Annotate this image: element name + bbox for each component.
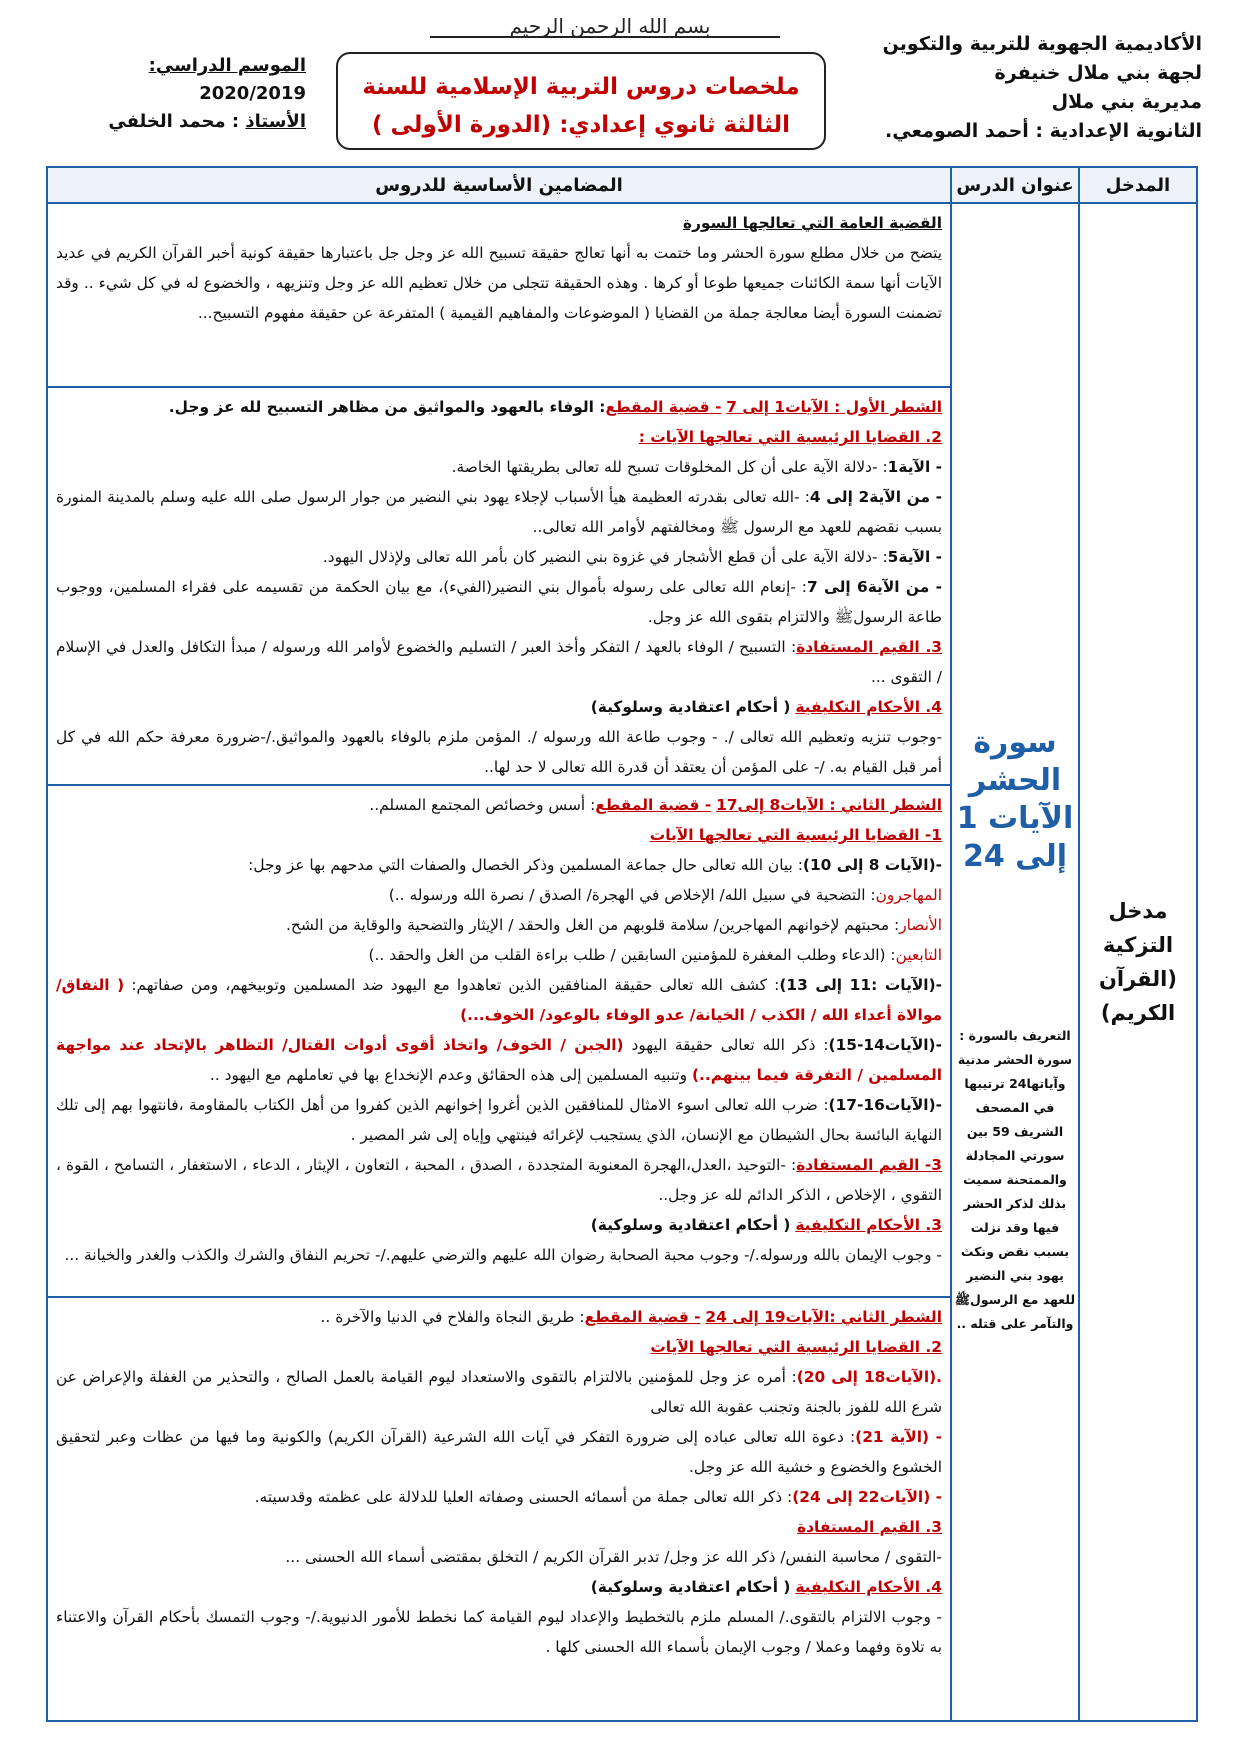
part1-rulings-text: -وجوب تنزيه وتعظيم الله تعالى /. - وجوب طاعة الله ورسوله /. المؤمن ملزم بالوفاء بالعهود والمواثيق./-ضرورة معرفة حكم الله في كل أمر قبل القيام به. /- على المؤمن أن يعتقد أن قدرة الله تعالى لا حد لها.. — [56, 728, 942, 776]
part2-values-text: : -التوحيد ،العدل،الهجرة المعنوية المتجددة ، الصدق ، المحبة ، التعاون ، الإيثار ، الدعاء ، الاستغفار ، التسامح ، القوة ، التقوي ، الإخلاص ، الذكر الدائم لله عز وجل.. — [56, 1156, 942, 1204]
part1-v6-text: : -إنعام الله تعالى على رسوله بأموال بني النضير(الفيء)، مع بيان الحكمة من تقسيمه على فقراء المسلمين، ووجوب طاعة الرسولﷺ والالتزام بتقوى الله عز وجل. — [56, 578, 942, 626]
part2-values-label: 3- القيم المستفادة — [796, 1156, 943, 1174]
general-heading: القضية العامة التي تعالجها السورة — [682, 214, 942, 232]
lesson-title: سورة الحشر الآيات 1 إلى 24 — [956, 725, 1074, 874]
institution-line: مديرية بني ملال — [1051, 91, 1202, 113]
part2-issue-label: - قضية المقطع — [595, 796, 712, 814]
part2-v14-label: -(الآيات14-15) — [828, 1036, 942, 1054]
part1-v5-text: : -دلالة الآية على أن قطع الأشجار في غزوة بني النضير كان بأمر الله تعالى ولإذلال اليهود. — [322, 548, 888, 566]
season-teacher-block — [66, 52, 306, 136]
part3-rulings-label: 4. الأحكام التكليفية — [795, 1578, 942, 1596]
teacher-line — [66, 108, 306, 136]
part2-v11-red: ( النفاق/ موالاة أعداء الله / الكذب / الخيانة/ عدو الوفاء بالوعود/ الخوف...) — [56, 976, 942, 1024]
part3-v22-label: - (الآيات22 إلى 24) — [792, 1488, 942, 1506]
column-header-content: المضامين الأساسية للدروس — [47, 167, 951, 203]
part1-v1-text: : -دلالة الآية على أن كل المخلوقات تسبح لله تعالى بطريقتها الخاصة. — [451, 458, 888, 476]
document-title-line2: الثالثة ثانوي إعدادي: (الدورة الأولى ) — [372, 112, 790, 138]
part2-v11-label: -(الآيات :11 إلى 13) — [779, 976, 943, 994]
part2-issues-heading: 1- القضايا الرئيسية التي تعالجها الآيات — [649, 826, 942, 844]
part3-v18-text: : أمره عز وجل للمؤمنين بالالتزام بالتقوى والاستعداد ليوم القيامة بالعمل الصالح ، والتحذير من الغفلة والإعراض عن شرع الله للفوز بالجنة وتجنب عقوبة الله تعالى — [56, 1368, 942, 1416]
part1-values-label: 3. القيم المستفادة — [796, 638, 943, 656]
tabiun-label: التابعين — [895, 946, 942, 964]
part2-v16-text: : ضرب الله تعالى اسوء الامثال للمنافقين الذين أغروا إخوانهم الذين كفروا من أهل الكتاب بالمقاومة ،فانتهوا بهم إلى تلك النهاية البائسة بحال الشيطان مع الإنسان، الذي يستجيب لإغرائه فينتهي وإياه إلى شر المصير . — [56, 1096, 942, 1144]
ansar-label: الأنصار — [899, 916, 942, 934]
column-header-entry: المدخل — [1079, 167, 1197, 203]
part3-v18-label: .(الآيات18 إلى 20) — [796, 1368, 942, 1386]
part3-v21-text: : دعوة الله تعالى عباده إلى ضرورة التفكر في آيات الله الشرعية (القرآن الكريم) والكونية وما فيها من عظات وعبر لتحقيق الخشوع والخضوع و خشية الله عز وجل. — [56, 1428, 942, 1476]
part2-title: الشطر الثاني : الآيات8 إلى17 — [716, 796, 942, 814]
column-header-lesson: عنوان الدرس — [951, 167, 1079, 203]
part2-section — [47, 785, 951, 1297]
part1-rulings-label: 4. الأحكام التكليفية — [795, 698, 942, 716]
part2-v11-text: : كشف الله تعالى حقيقة المنافقين الذين تعاهدوا مع اليهود ضد المسلمين وتوبيخهم، ومن صفاتهم: — [131, 976, 780, 994]
teacher-label: الأستاذ — [245, 111, 306, 132]
tabiun-text: : (الدعاء وطلب المغفرة للمؤمنين السابقين / طلب براءة القلب من الغل والحقد ..) — [368, 946, 896, 964]
institution-block — [872, 30, 1202, 146]
part2-v16-label: -(الآيات16-17) — [828, 1096, 942, 1114]
part2-rulings-sub: ( أحكام اعتقادية وسلوكية) — [590, 1216, 791, 1234]
part2-v14-text2: وتنبيه المسلمين إلى هذه الحقائق وعدم الإنخداع بها في تعاملهم مع اليهود .. — [209, 1066, 688, 1084]
part2-rulings-label: 3. الأحكام التكليفية — [795, 1216, 942, 1234]
document-title-box — [336, 52, 826, 150]
part2-v14-text: : ذكر الله تعالى حقيقة اليهود — [631, 1036, 829, 1054]
general-text: يتضح من خلال مطلع سورة الحشر وما ختمت به أنها تعالج حقيقة تسبيح الله عز وجل جل باعتبارها حقيقة كونية أخبر القرآن الكريم في عديد الآيات أنها سمة الكائنات جميعها طوعا أو كرها . وهذه الحقيقة تتجلى من خلال تعظيم الله عز وجل وتنزيهه ، والخضوع له في كل شيء .. وقد تضمنت السورة أيضا معالجة جملة من القضايا ( الموضوعات والمفاهيم القيمية ) المتفرعة عن حقيقة مفهوم التسبيح... — [56, 244, 942, 322]
part2-v8-text: : بيان الله تعالى حال جماعة المسلمين وذكر الخصال والصفات التي مدحهم بها عز وجل: — [248, 856, 803, 874]
part3-section — [47, 1297, 951, 1721]
institution-line: الأكاديمية الجهوية للتربية والتكوين — [882, 33, 1202, 55]
institution-line: الثانوية الإعدادية : أحمد الصومعي. — [885, 120, 1202, 142]
season-value: 2020/2019 — [199, 83, 306, 104]
basmala-underline — [430, 36, 780, 38]
document-title-line1: ملخصات دروس التربية الإسلامية للسنة — [362, 74, 800, 100]
part1-section — [47, 387, 951, 785]
part3-v22-text: : ذكر الله تعالى جملة من أسمائه الحسنى وصفاته العليا للدلالة على عظمته وقدسيته. — [254, 1488, 793, 1506]
part1-rulings-sub: ( أحكام اعتقادية وسلوكية) — [590, 698, 791, 716]
part2-issue-text: : أسس وخصائص المجتمع المسلم.. — [369, 796, 596, 814]
entry-cell — [1079, 203, 1197, 1721]
part1-values-text: : التسبيح / الوفاء بالعهد / التفكر وأخذ العبر / التسليم والخضوع لأوامر الله ورسوله / مبدأ التكافل والعدل في الإسلام / التقوى ... — [56, 638, 942, 686]
general-section — [47, 203, 951, 387]
muhajirun-text: : التضحية في سبيل الله/ الإخلاص في الهجرة/ الصدق / نصرة الله ورسوله ..) — [388, 886, 876, 904]
part2-v14-red: (الجبن / الخوف/ واتخاذ أقوى أدوات القتال/ التظاهر بالإتحاد عند مواجهة المسلمين / التفرقة فيما بينهم..) — [56, 1036, 942, 1084]
basmala: بسم الله الرحمن الرحيم — [509, 14, 711, 38]
part3-values-text: -التقوى / محاسبة النفس/ ذكر الله عز وجل/ تدبر القرآن الكريم / التخلق بمقتضى أسماء الله الحسنى ... — [285, 1548, 942, 1566]
institution-line: لجهة بني ملال خنيفرة — [994, 62, 1202, 84]
surah-introduction: التعريف بالسورة : سورة الحشر مدنية وآياتها24 ترتيبها في المصحف الشريف 59 بين سورتي المجادلة والممتحنة سميت بذلك لذكر الحشر فيها وقد نزلت بسبب نقض ونكث يهود بني النضير للعهد مع الرسولﷺ والتآمر على قتله .. — [954, 1028, 1076, 1331]
part1-v6-label: - من الآية6 إلى 7 — [806, 578, 942, 596]
ansar-text: : محبتهم لإخوانهم المهاجرين/ سلامة قلوبهم من الغل والحقد / الإيثار والتضحية والوقاية من الشح. — [286, 916, 900, 934]
part1-v5-label: - الآية5 — [887, 548, 942, 566]
part1-v2-text: : -الله تعالى بقدرته العظيمة هيأ الأسباب لإجلاء يهود بني النضير من جوار الرسول صلى الله عليه وسلم بالمدينة المنورة بسبب نقضهم للعهد مع الرسول ﷺ ومخالفتهم لأوامر الله تعالى.. — [56, 488, 942, 536]
part1-issues-heading: 2. القضايا الرئيسية التي تعالجها الآيات : — [638, 428, 942, 446]
part1-v2-label: - من الآية2 إلى 4 — [809, 488, 942, 506]
part3-v21-label: - (الآية 21) — [855, 1428, 942, 1446]
muhajirun-label: المهاجرون — [875, 886, 942, 904]
part1-issue-text: : الوفاء بالعهود والمواثيق من مظاهر التسبيح لله عز وجل. — [168, 398, 606, 416]
lesson-cell — [951, 203, 1079, 1721]
part3-rulings-sub: ( أحكام اعتقادية وسلوكية) — [590, 1578, 791, 1596]
part3-issue-label: - قضية المقطع — [584, 1308, 701, 1326]
part1-title: الشطر الأول : الآيات1 إلى 7 — [726, 398, 942, 416]
teacher-value: : محمد الخلفي — [108, 111, 240, 132]
part1-v1-label: - الآية1 — [887, 458, 942, 476]
entry-value: مدخل التزكية (القرآن الكريم) — [1099, 899, 1177, 1025]
part2-rulings-text: - وجوب الإيمان بالله ورسوله./- وجوب محبة الصحابة رضوان الله عليهم والترضي عليهم./- تحريم النفاق والشرك والكذب والغدر والخيانة ... — [64, 1246, 942, 1264]
season-label: الموسم الدراسي: — [148, 55, 306, 76]
lessons-table — [46, 166, 1198, 1722]
part2-v8-label: -(الآيات 8 إلى 10) — [802, 856, 942, 874]
part3-rulings-text: - وجوب الالتزام بالتقوى./ المسلم ملزم بالتخطيط والإعداد ليوم القيامة كما نخطط للأمور الدنيوية./- وجوب التمسك بأحكام القرآن والاعتناء به تلاوة وفهما وعملا / وجوب الإيمان بأسماء الله الحسنى كلها . — [56, 1608, 942, 1656]
table-row — [47, 203, 1197, 387]
part3-issues-heading: 2. القضايا الرئيسية التي تعالجها الآيات — [650, 1338, 942, 1356]
table-header-row — [47, 167, 1197, 203]
part3-values-label: 3. القيم المستفادة — [797, 1518, 942, 1536]
part3-issue-text: : طريق النجاة والفلاح في الدنيا والآخرة .. — [320, 1308, 585, 1326]
part3-title: الشطر الثاني :الآيات19 إلى 24 — [705, 1308, 942, 1326]
part1-issue-label: - قضية المقطع — [605, 398, 722, 416]
season-line — [66, 52, 306, 108]
